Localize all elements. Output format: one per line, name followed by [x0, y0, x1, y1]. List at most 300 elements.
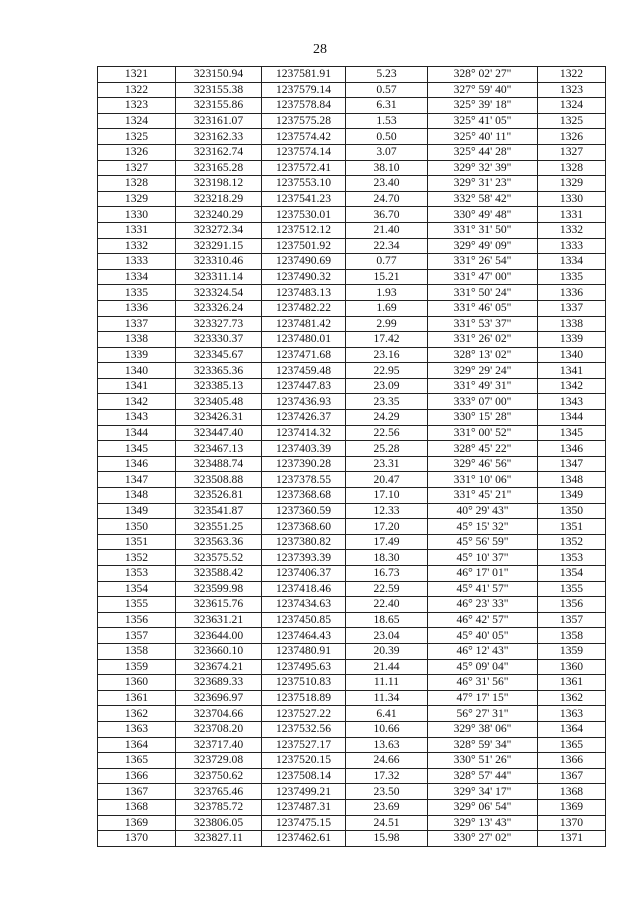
bearing-cell: 46° 12' 43" — [428, 643, 538, 659]
distance-cell: 11.11 — [346, 675, 428, 691]
table-row — [98, 737, 606, 753]
point-number-cell: 1354 — [98, 581, 176, 597]
x-coordinate-cell: 323150.94 — [176, 67, 262, 83]
y-coordinate-cell: 1237520.15 — [262, 753, 346, 769]
x-coordinate-cell: 323599.98 — [176, 581, 262, 597]
y-coordinate-cell: 1237360.59 — [262, 503, 346, 519]
bearing-cell: 45° 41' 57" — [428, 581, 538, 597]
bearing-cell: 328° 02' 27" — [428, 67, 538, 83]
coordinate-table-body — [98, 67, 606, 847]
next-point-cell: 1358 — [538, 628, 606, 644]
x-coordinate-cell: 323326.24 — [176, 300, 262, 316]
point-number-cell: 1337 — [98, 316, 176, 332]
table-row — [98, 269, 606, 285]
distance-cell: 23.40 — [346, 176, 428, 192]
y-coordinate-cell: 1237481.42 — [262, 316, 346, 332]
x-coordinate-cell: 323324.54 — [176, 285, 262, 301]
bearing-cell: 329° 32' 39" — [428, 160, 538, 176]
distance-cell: 0.77 — [346, 254, 428, 270]
x-coordinate-cell: 323526.81 — [176, 488, 262, 504]
next-point-cell: 1371 — [538, 831, 606, 847]
bearing-cell: 331° 10' 06" — [428, 472, 538, 488]
bearing-cell: 331° 46' 05" — [428, 300, 538, 316]
table-row — [98, 378, 606, 394]
bearing-cell: 331° 45' 21" — [428, 488, 538, 504]
point-number-cell: 1350 — [98, 519, 176, 535]
bearing-cell: 331° 26' 02" — [428, 332, 538, 348]
point-number-cell: 1339 — [98, 347, 176, 363]
y-coordinate-cell: 1237527.17 — [262, 737, 346, 753]
bearing-cell: 325° 44' 28" — [428, 144, 538, 160]
next-point-cell: 1362 — [538, 690, 606, 706]
point-number-cell: 1334 — [98, 269, 176, 285]
x-coordinate-cell: 323508.88 — [176, 472, 262, 488]
distance-cell: 15.21 — [346, 269, 428, 285]
y-coordinate-cell: 1237483.13 — [262, 285, 346, 301]
x-coordinate-cell: 323588.42 — [176, 566, 262, 582]
distance-cell: 38.10 — [346, 160, 428, 176]
distance-cell: 10.66 — [346, 721, 428, 737]
bearing-cell: 329° 49' 09" — [428, 238, 538, 254]
distance-cell: 11.34 — [346, 690, 428, 706]
point-number-cell: 1370 — [98, 831, 176, 847]
y-coordinate-cell: 1237575.28 — [262, 113, 346, 129]
y-coordinate-cell: 1237403.39 — [262, 441, 346, 457]
point-number-cell: 1331 — [98, 222, 176, 238]
distance-cell: 15.98 — [346, 831, 428, 847]
next-point-cell: 1330 — [538, 191, 606, 207]
bearing-cell: 333° 07' 00" — [428, 394, 538, 410]
next-point-cell: 1338 — [538, 316, 606, 332]
x-coordinate-cell: 323615.76 — [176, 597, 262, 613]
x-coordinate-cell: 323327.73 — [176, 316, 262, 332]
y-coordinate-cell: 1237447.83 — [262, 378, 346, 394]
y-coordinate-cell: 1237530.01 — [262, 207, 346, 223]
distance-cell: 3.07 — [346, 144, 428, 160]
distance-cell: 22.40 — [346, 597, 428, 613]
y-coordinate-cell: 1237532.56 — [262, 721, 346, 737]
y-coordinate-cell: 1237574.42 — [262, 129, 346, 145]
table-row — [98, 519, 606, 535]
bearing-cell: 329° 13' 43" — [428, 815, 538, 831]
bearing-cell: 325° 40' 11" — [428, 129, 538, 145]
bearing-cell: 40° 29' 43" — [428, 503, 538, 519]
point-number-cell: 1342 — [98, 394, 176, 410]
point-number-cell: 1326 — [98, 144, 176, 160]
table-row — [98, 628, 606, 644]
x-coordinate-cell: 323575.52 — [176, 550, 262, 566]
y-coordinate-cell: 1237510.83 — [262, 675, 346, 691]
next-point-cell: 1340 — [538, 347, 606, 363]
table-row — [98, 753, 606, 769]
y-coordinate-cell: 1237490.69 — [262, 254, 346, 270]
point-number-cell: 1330 — [98, 207, 176, 223]
x-coordinate-cell: 323644.00 — [176, 628, 262, 644]
bearing-cell: 330° 27' 02" — [428, 831, 538, 847]
x-coordinate-cell: 323272.34 — [176, 222, 262, 238]
table-row — [98, 191, 606, 207]
point-number-cell: 1349 — [98, 503, 176, 519]
table-row — [98, 597, 606, 613]
x-coordinate-cell: 323310.46 — [176, 254, 262, 270]
point-number-cell: 1343 — [98, 410, 176, 426]
y-coordinate-cell: 1237495.63 — [262, 659, 346, 675]
y-coordinate-cell: 1237518.89 — [262, 690, 346, 706]
x-coordinate-cell: 323165.28 — [176, 160, 262, 176]
x-coordinate-cell: 323161.07 — [176, 113, 262, 129]
next-point-cell: 1351 — [538, 519, 606, 535]
next-point-cell: 1325 — [538, 113, 606, 129]
x-coordinate-cell: 323689.33 — [176, 675, 262, 691]
bearing-cell: 330° 15' 28" — [428, 410, 538, 426]
x-coordinate-cell: 323563.36 — [176, 534, 262, 550]
distance-cell: 16.73 — [346, 566, 428, 582]
point-number-cell: 1365 — [98, 753, 176, 769]
y-coordinate-cell: 1237434.63 — [262, 597, 346, 613]
table-row — [98, 129, 606, 145]
next-point-cell: 1370 — [538, 815, 606, 831]
distance-cell: 23.16 — [346, 347, 428, 363]
x-coordinate-cell: 323785.72 — [176, 799, 262, 815]
point-number-cell: 1333 — [98, 254, 176, 270]
y-coordinate-cell: 1237378.55 — [262, 472, 346, 488]
table-row — [98, 488, 606, 504]
distance-cell: 22.34 — [346, 238, 428, 254]
bearing-cell: 325° 39' 18" — [428, 98, 538, 114]
point-number-cell: 1332 — [98, 238, 176, 254]
x-coordinate-cell: 323806.05 — [176, 815, 262, 831]
point-number-cell: 1325 — [98, 129, 176, 145]
bearing-cell: 329° 46' 56" — [428, 456, 538, 472]
distance-cell: 24.29 — [346, 410, 428, 426]
x-coordinate-cell: 323345.67 — [176, 347, 262, 363]
y-coordinate-cell: 1237368.68 — [262, 488, 346, 504]
distance-cell: 2.99 — [346, 316, 428, 332]
bearing-cell: 331° 00' 52" — [428, 425, 538, 441]
x-coordinate-cell: 323827.11 — [176, 831, 262, 847]
point-number-cell: 1346 — [98, 456, 176, 472]
distance-cell: 1.69 — [346, 300, 428, 316]
distance-cell: 0.50 — [346, 129, 428, 145]
table-row — [98, 581, 606, 597]
distance-cell: 22.56 — [346, 425, 428, 441]
next-point-cell: 1332 — [538, 222, 606, 238]
x-coordinate-cell: 323551.25 — [176, 519, 262, 535]
bearing-cell: 329° 31' 23" — [428, 176, 538, 192]
y-coordinate-cell: 1237475.15 — [262, 815, 346, 831]
next-point-cell: 1355 — [538, 581, 606, 597]
distance-cell: 18.30 — [346, 550, 428, 566]
next-point-cell: 1361 — [538, 675, 606, 691]
next-point-cell: 1336 — [538, 285, 606, 301]
y-coordinate-cell: 1237541.23 — [262, 191, 346, 207]
table-row — [98, 456, 606, 472]
distance-cell: 23.09 — [346, 378, 428, 394]
next-point-cell: 1323 — [538, 82, 606, 98]
point-number-cell: 1368 — [98, 799, 176, 815]
bearing-cell: 331° 26' 54" — [428, 254, 538, 270]
table-row — [98, 566, 606, 582]
bearing-cell: 331° 49' 31" — [428, 378, 538, 394]
table-row — [98, 425, 606, 441]
next-point-cell: 1352 — [538, 534, 606, 550]
distance-cell: 0.57 — [346, 82, 428, 98]
y-coordinate-cell: 1237368.60 — [262, 519, 346, 535]
distance-cell: 25.28 — [346, 441, 428, 457]
table-row — [98, 254, 606, 270]
bearing-cell: 45° 15' 32" — [428, 519, 538, 535]
table-row — [98, 472, 606, 488]
table-row — [98, 207, 606, 223]
y-coordinate-cell: 1237578.84 — [262, 98, 346, 114]
point-number-cell: 1338 — [98, 332, 176, 348]
next-point-cell: 1324 — [538, 98, 606, 114]
table-row — [98, 612, 606, 628]
table-row — [98, 347, 606, 363]
point-number-cell: 1344 — [98, 425, 176, 441]
bearing-cell: 331° 50' 24" — [428, 285, 538, 301]
table-row — [98, 534, 606, 550]
x-coordinate-cell: 323467.13 — [176, 441, 262, 457]
distance-cell: 1.53 — [346, 113, 428, 129]
point-number-cell: 1355 — [98, 597, 176, 613]
x-coordinate-cell: 323765.46 — [176, 784, 262, 800]
point-number-cell: 1367 — [98, 784, 176, 800]
next-point-cell: 1326 — [538, 129, 606, 145]
point-number-cell: 1358 — [98, 643, 176, 659]
bearing-cell: 328° 59' 34" — [428, 737, 538, 753]
next-point-cell: 1348 — [538, 472, 606, 488]
y-coordinate-cell: 1237572.41 — [262, 160, 346, 176]
next-point-cell: 1367 — [538, 768, 606, 784]
y-coordinate-cell: 1237512.12 — [262, 222, 346, 238]
x-coordinate-cell: 323405.48 — [176, 394, 262, 410]
y-coordinate-cell: 1237459.48 — [262, 363, 346, 379]
distance-cell: 24.70 — [346, 191, 428, 207]
next-point-cell: 1341 — [538, 363, 606, 379]
x-coordinate-cell: 323488.74 — [176, 456, 262, 472]
bearing-cell: 332° 58' 42" — [428, 191, 538, 207]
table-row — [98, 332, 606, 348]
x-coordinate-cell: 323541.87 — [176, 503, 262, 519]
bearing-cell: 46° 17' 01" — [428, 566, 538, 582]
y-coordinate-cell: 1237574.14 — [262, 144, 346, 160]
x-coordinate-cell: 323365.36 — [176, 363, 262, 379]
next-point-cell: 1329 — [538, 176, 606, 192]
next-point-cell: 1354 — [538, 566, 606, 582]
table-row — [98, 784, 606, 800]
point-number-cell: 1324 — [98, 113, 176, 129]
y-coordinate-cell: 1237501.92 — [262, 238, 346, 254]
y-coordinate-cell: 1237527.22 — [262, 706, 346, 722]
x-coordinate-cell: 323447.40 — [176, 425, 262, 441]
distance-cell: 22.59 — [346, 581, 428, 597]
table-row — [98, 550, 606, 566]
x-coordinate-cell: 323162.33 — [176, 129, 262, 145]
distance-cell: 6.41 — [346, 706, 428, 722]
bearing-cell: 327° 59' 40" — [428, 82, 538, 98]
next-point-cell: 1364 — [538, 721, 606, 737]
bearing-cell: 330° 49' 48" — [428, 207, 538, 223]
next-point-cell: 1343 — [538, 394, 606, 410]
point-number-cell: 1335 — [98, 285, 176, 301]
distance-cell: 22.95 — [346, 363, 428, 379]
bearing-cell: 325° 41' 05" — [428, 113, 538, 129]
distance-cell: 5.23 — [346, 67, 428, 83]
point-number-cell: 1321 — [98, 67, 176, 83]
distance-cell: 17.42 — [346, 332, 428, 348]
table-row — [98, 144, 606, 160]
bearing-cell: 329° 38' 06" — [428, 721, 538, 737]
x-coordinate-cell: 323426.31 — [176, 410, 262, 426]
table-row — [98, 643, 606, 659]
point-number-cell: 1341 — [98, 378, 176, 394]
table-row — [98, 441, 606, 457]
table-row — [98, 799, 606, 815]
distance-cell: 17.32 — [346, 768, 428, 784]
table-row — [98, 316, 606, 332]
distance-cell: 23.31 — [346, 456, 428, 472]
distance-cell: 17.20 — [346, 519, 428, 535]
point-number-cell: 1362 — [98, 706, 176, 722]
bearing-cell: 328° 13' 02" — [428, 347, 538, 363]
point-number-cell: 1327 — [98, 160, 176, 176]
distance-cell: 18.65 — [346, 612, 428, 628]
next-point-cell: 1357 — [538, 612, 606, 628]
distance-cell: 24.51 — [346, 815, 428, 831]
table-row — [98, 82, 606, 98]
table-row — [98, 67, 606, 83]
y-coordinate-cell: 1237482.22 — [262, 300, 346, 316]
distance-cell: 17.10 — [346, 488, 428, 504]
y-coordinate-cell: 1237406.37 — [262, 566, 346, 582]
next-point-cell: 1353 — [538, 550, 606, 566]
next-point-cell: 1337 — [538, 300, 606, 316]
table-row — [98, 503, 606, 519]
table-row — [98, 768, 606, 784]
point-number-cell: 1352 — [98, 550, 176, 566]
y-coordinate-cell: 1237499.21 — [262, 784, 346, 800]
x-coordinate-cell: 323385.13 — [176, 378, 262, 394]
point-number-cell: 1336 — [98, 300, 176, 316]
distance-cell: 36.70 — [346, 207, 428, 223]
table-row — [98, 706, 606, 722]
point-number-cell: 1340 — [98, 363, 176, 379]
bearing-cell: 330° 51' 26" — [428, 753, 538, 769]
table-row — [98, 113, 606, 129]
y-coordinate-cell: 1237462.61 — [262, 831, 346, 847]
x-coordinate-cell: 323311.14 — [176, 269, 262, 285]
x-coordinate-cell: 323660.10 — [176, 643, 262, 659]
distance-cell: 12.33 — [346, 503, 428, 519]
coordinate-table — [97, 66, 606, 847]
bearing-cell: 328° 57' 44" — [428, 768, 538, 784]
x-coordinate-cell: 323674.21 — [176, 659, 262, 675]
x-coordinate-cell: 323631.21 — [176, 612, 262, 628]
distance-cell: 23.04 — [346, 628, 428, 644]
bearing-cell: 329° 06' 54" — [428, 799, 538, 815]
next-point-cell: 1322 — [538, 67, 606, 83]
table-row — [98, 659, 606, 675]
x-coordinate-cell: 323696.97 — [176, 690, 262, 706]
next-point-cell: 1328 — [538, 160, 606, 176]
bearing-cell: 329° 29' 24" — [428, 363, 538, 379]
next-point-cell: 1346 — [538, 441, 606, 457]
next-point-cell: 1327 — [538, 144, 606, 160]
point-number-cell: 1363 — [98, 721, 176, 737]
table-row — [98, 238, 606, 254]
bearing-cell: 46° 42' 57" — [428, 612, 538, 628]
table-row — [98, 675, 606, 691]
bearing-cell: 329° 34' 17" — [428, 784, 538, 800]
point-number-cell: 1345 — [98, 441, 176, 457]
next-point-cell: 1335 — [538, 269, 606, 285]
next-point-cell: 1334 — [538, 254, 606, 270]
y-coordinate-cell: 1237508.14 — [262, 768, 346, 784]
next-point-cell: 1350 — [538, 503, 606, 519]
x-coordinate-cell: 323729.08 — [176, 753, 262, 769]
y-coordinate-cell: 1237490.32 — [262, 269, 346, 285]
distance-cell: 21.40 — [346, 222, 428, 238]
distance-cell: 23.50 — [346, 784, 428, 800]
next-point-cell: 1342 — [538, 378, 606, 394]
table-row — [98, 300, 606, 316]
point-number-cell: 1353 — [98, 566, 176, 582]
bearing-cell: 56° 27' 31" — [428, 706, 538, 722]
next-point-cell: 1345 — [538, 425, 606, 441]
y-coordinate-cell: 1237480.01 — [262, 332, 346, 348]
bearing-cell: 46° 23' 33" — [428, 597, 538, 613]
next-point-cell: 1359 — [538, 643, 606, 659]
point-number-cell: 1359 — [98, 659, 176, 675]
point-number-cell: 1347 — [98, 472, 176, 488]
distance-cell: 24.66 — [346, 753, 428, 769]
table-row — [98, 815, 606, 831]
x-coordinate-cell: 323708.20 — [176, 721, 262, 737]
y-coordinate-cell: 1237426.37 — [262, 410, 346, 426]
point-number-cell: 1356 — [98, 612, 176, 628]
distance-cell: 21.44 — [346, 659, 428, 675]
point-number-cell: 1348 — [98, 488, 176, 504]
table-row — [98, 160, 606, 176]
y-coordinate-cell: 1237480.91 — [262, 643, 346, 659]
next-point-cell: 1347 — [538, 456, 606, 472]
x-coordinate-cell: 323218.29 — [176, 191, 262, 207]
point-number-cell: 1329 — [98, 191, 176, 207]
table-row — [98, 98, 606, 114]
x-coordinate-cell: 323750.62 — [176, 768, 262, 784]
point-number-cell: 1360 — [98, 675, 176, 691]
x-coordinate-cell: 323717.40 — [176, 737, 262, 753]
point-number-cell: 1366 — [98, 768, 176, 784]
x-coordinate-cell: 323155.38 — [176, 82, 262, 98]
point-number-cell: 1361 — [98, 690, 176, 706]
table-row — [98, 394, 606, 410]
next-point-cell: 1356 — [538, 597, 606, 613]
bearing-cell: 46° 31' 56" — [428, 675, 538, 691]
y-coordinate-cell: 1237464.43 — [262, 628, 346, 644]
next-point-cell: 1339 — [538, 332, 606, 348]
bearing-cell: 47° 17' 15" — [428, 690, 538, 706]
y-coordinate-cell: 1237436.93 — [262, 394, 346, 410]
next-point-cell: 1369 — [538, 799, 606, 815]
table-row — [98, 831, 606, 847]
x-coordinate-cell: 323330.37 — [176, 332, 262, 348]
table-row — [98, 176, 606, 192]
next-point-cell: 1363 — [538, 706, 606, 722]
bearing-cell: 45° 40' 05" — [428, 628, 538, 644]
distance-cell: 17.49 — [346, 534, 428, 550]
